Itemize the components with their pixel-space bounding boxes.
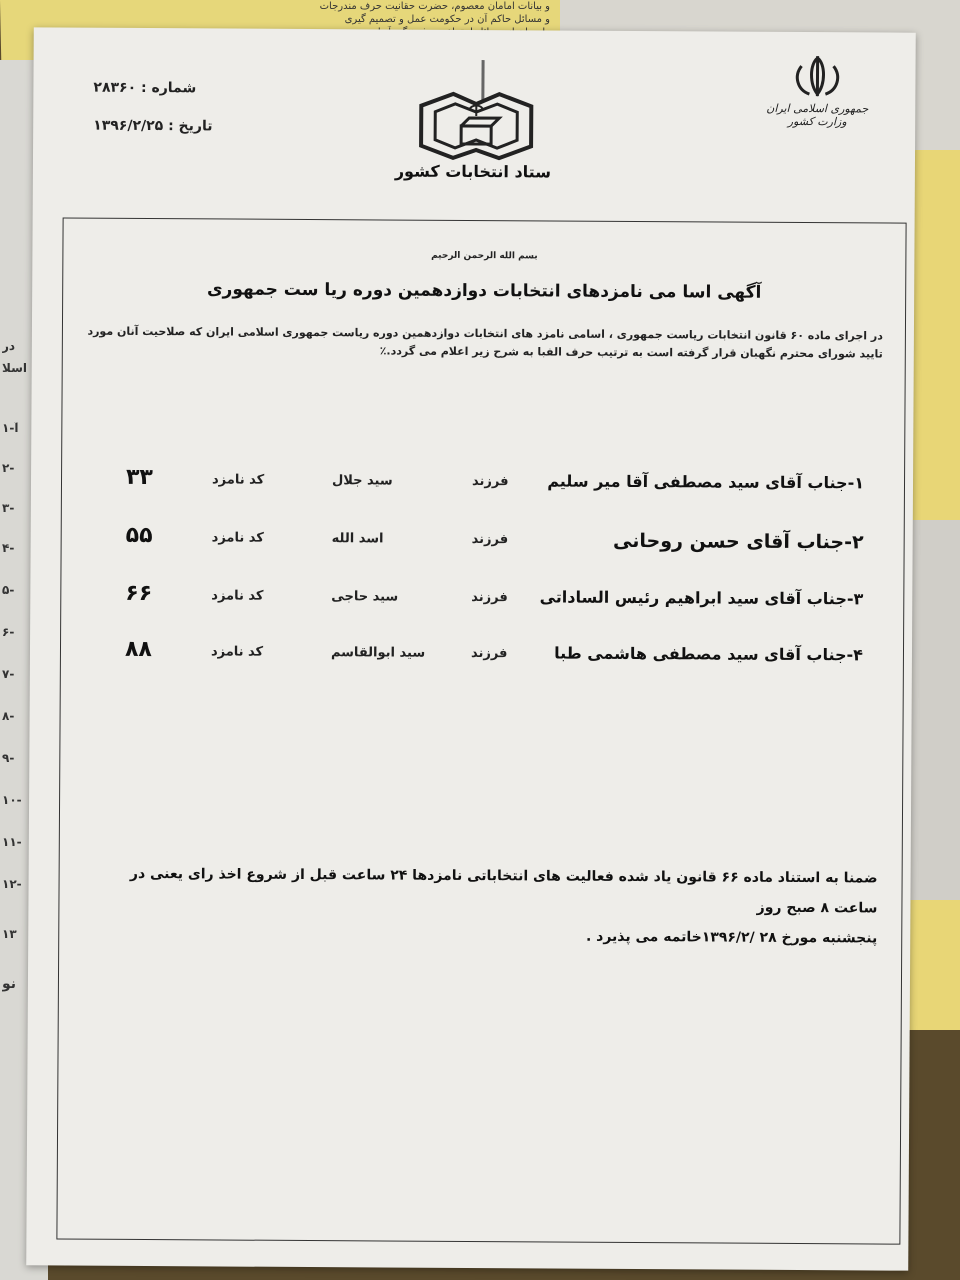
letter-date	[93, 118, 212, 135]
ministry-name: وزارت کشور	[787, 114, 847, 129]
candidate-father: اسد الله	[331, 531, 384, 547]
candidate-code: ۶۶	[125, 580, 153, 607]
bg-left-fragment: ۵-	[2, 584, 15, 597]
candidate-code-label: کد نامزد	[211, 588, 264, 604]
candidate-name: ۳-جناب آقای سید ابراهیم رئیس الساداتی	[539, 587, 864, 609]
candidate-son-of: فرزند	[471, 590, 508, 606]
candidate-father: سید جلال	[331, 473, 393, 489]
iran-emblem-icon	[787, 54, 847, 98]
bg-left-fragment: ۹-	[2, 752, 15, 765]
bg-left-fragment: ۷-	[2, 668, 15, 681]
candidate-name: ۴-جناب آقای سید مصطفی هاشمی طبا	[554, 643, 864, 665]
candidate-father: سید ابوالقاسم	[330, 645, 426, 661]
candidate-code-label: کد نامزد	[211, 472, 265, 488]
candidate-row	[61, 580, 903, 619]
bg-left-fragment: ۶-	[2, 626, 15, 639]
notice-box	[56, 217, 906, 1244]
candidate-son-of: فرزند	[471, 474, 509, 490]
footer-line: ضمنا به استناد ماده ۶۶ قانون یاد شده فعالیت های انتخاباتی نامزدها ۲۴ ساعت قبل از شروع اخذ رای یعنی در ساعت ۸ صبح روز	[129, 865, 878, 917]
candidate-code: ۵۵	[125, 522, 153, 549]
candidate-father: سید حاجی	[331, 589, 399, 605]
bg-left-fragment: ۱-آ	[2, 422, 19, 435]
letter-date-label: تاریخ :	[168, 118, 213, 135]
candidate-son-of: فرزند	[471, 532, 509, 548]
bg-text-line: و بیانات امامان معصوم، حضرت حقانیت حرف مندرجات	[319, 1, 550, 12]
letter-date-value: ۱۳۹۶/۲/۲۵	[93, 117, 164, 135]
candidate-name: ۱-جناب آقای سید مصطفی آقا میر سلیم	[547, 471, 865, 493]
bg-left-fragment: اسلا	[2, 362, 28, 375]
notice-title: آگهی اسا می نامزدهای انتخابات دوازدهمین دوره ریا ست جمهوری	[206, 279, 762, 303]
bg-left-fragment: ۲-	[2, 462, 15, 475]
candidate-code: ۳۳	[125, 464, 153, 491]
bg-text-line: و مسائل حاکم آن در حکومت عمل و تصمیم گیری	[344, 14, 550, 25]
bg-left-fragment: ۱۲-	[2, 878, 22, 891]
candidate-code-label: کد نامزد	[210, 644, 264, 660]
notice-footer	[93, 859, 878, 954]
letter-number-value: ۲۸۳۶۰	[93, 79, 137, 96]
bg-left-fragment: ۸-	[2, 710, 15, 723]
headquarters-title: ستاد انتخابات کشور	[394, 161, 552, 182]
candidate-son-of: فرزند	[470, 646, 508, 662]
bg-left-fragment: ۱۰-	[2, 794, 22, 807]
basmala: بسم الله الرحمن الرحیم	[431, 250, 538, 262]
letter-number	[93, 80, 196, 97]
candidate-name: ۲-جناب آقای حسن روحانی	[613, 529, 864, 554]
bg-left-fragment: ۴-	[2, 542, 15, 555]
candidate-code: ۸۸	[124, 636, 152, 663]
footer-line: پنجشنبه مورخ ۲۸ /۱۳۹۶/۲خاتمه می پذیرد .	[585, 928, 878, 947]
ministry-seal	[757, 54, 878, 155]
bg-left-fragment: ۱۳	[2, 928, 17, 941]
notice-sheet	[26, 27, 916, 1270]
candidate-row	[62, 522, 904, 561]
candidate-row	[62, 464, 904, 503]
notice-intro: در اجرای ماده ۶۰ قانون انتخابات ریاست جمهوری ، اسامی نامزد های انتخابات دوازدهمین دوره ریاست جمهوری اسلامی ایران که صلاحیت آنان مورد تایید شورای محترم نگهبان قرار گرفته است به ترتیب حرف الفبا به شرح زیر اعلام می گردد.٪	[87, 324, 883, 361]
bg-left-fragment: در	[2, 340, 16, 353]
candidate-code-label: کد نامزد	[211, 530, 264, 546]
election-emblem-icon	[413, 86, 539, 167]
letter-number-label: شماره :	[140, 79, 197, 97]
bg-left-fragment: نو	[2, 978, 17, 992]
bg-left-fragment: ۱۱-	[2, 836, 22, 849]
bg-left-fragment: ۳-	[2, 502, 15, 515]
govt-name: جمهوری اسلامی ایران	[766, 101, 869, 116]
candidate-row	[61, 636, 903, 675]
